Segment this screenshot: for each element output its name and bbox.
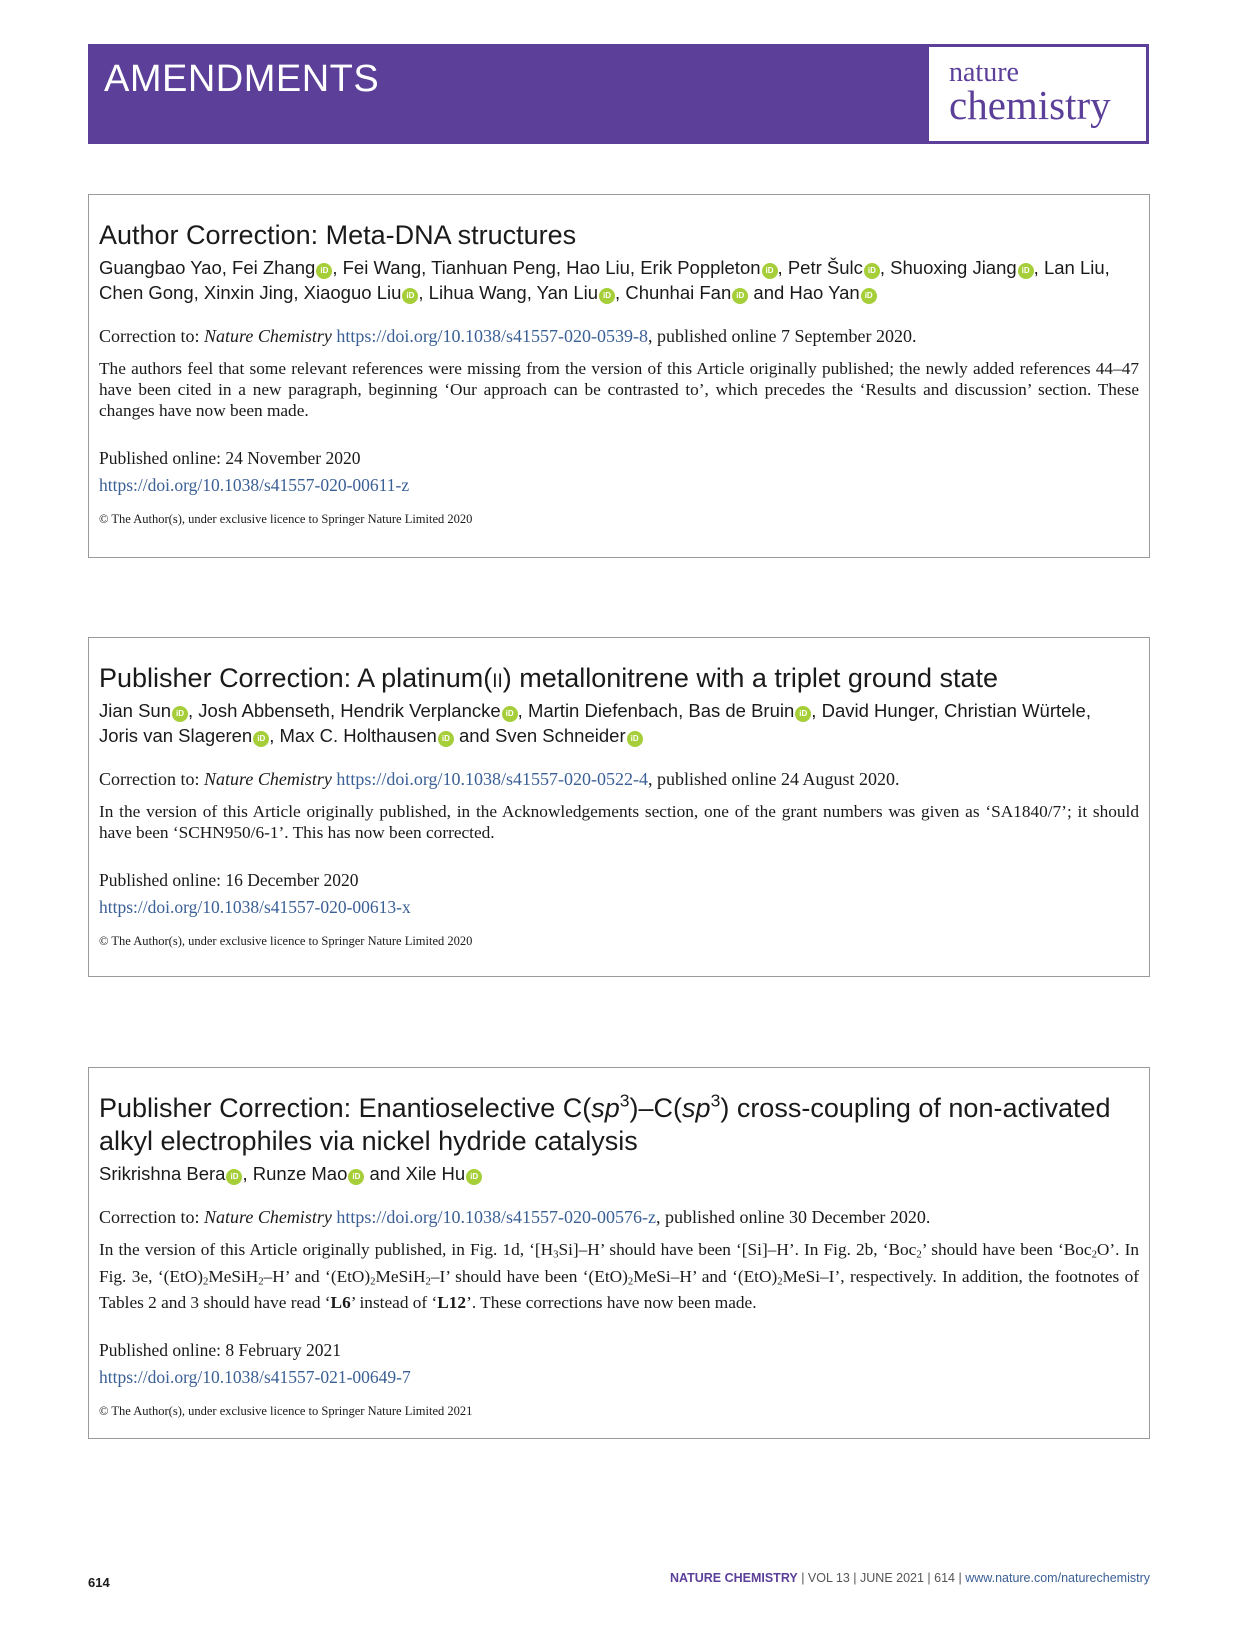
author-name[interactable]: Tianhuan Peng [431, 257, 556, 278]
copyright: © The Author(s), under exclusive licence to Springer Nature Limited 2021 [99, 1404, 473, 1419]
footer-journal-name: NATURE CHEMISTRY [669, 1571, 798, 1585]
journal-name: Nature Chemistry [203, 1207, 332, 1227]
orcid-icon[interactable]: iD [226, 1169, 242, 1185]
published-date: Published online: 8 February 2021 [99, 1340, 342, 1361]
orcid-icon[interactable]: iD [1018, 263, 1034, 279]
orcid-icon[interactable]: iD [402, 288, 418, 304]
logo-line-1: nature [949, 57, 1019, 88]
orcid-icon[interactable]: iD [762, 263, 778, 279]
orcid-icon[interactable]: iD [172, 706, 188, 722]
correction-body: The authors feel that some relevant references were missing from the version of this Article originally published; the newly added references 44–47 have been cited in a new paragraph, beginning ‘Our approach can be contrasted to’, which precedes the ‘Results and discussion’ section. These changes have now been made. [99, 359, 1139, 420]
author-name[interactable]: Guangbao Yao [99, 257, 222, 278]
author-name[interactable]: Fei Wang [342, 257, 422, 278]
journal-name: Nature Chemistry [203, 769, 332, 789]
correction-reference: Correction to: Nature Chemistry https://doi.org/10.1038/s41557-020-0522-4, published online 24 August 2020. [99, 769, 900, 789]
journal-url-link[interactable]: www.nature.com/naturechemistry [965, 1571, 1150, 1585]
author-name[interactable]: and Sven Schneider iD [459, 725, 643, 746]
author-name[interactable]: Lan Liu [1043, 257, 1105, 278]
correction-body: In the version of this Article originally published, in the Acknowledgements section, one of the grant numbers was given as ‘SA1840/7’; it should have been ‘SCHN950/6-1’. This has now been corrected. [99, 802, 1139, 842]
notice-title: Author Correction: Meta-DNA structures [99, 220, 577, 250]
orcid-icon[interactable]: iD [864, 263, 880, 279]
author-name[interactable]: Hao Liu [566, 257, 630, 278]
author-name[interactable]: Shuoxing Jiang iD [890, 257, 1034, 278]
orcid-icon[interactable]: iD [253, 731, 269, 747]
orcid-icon[interactable]: iD [795, 706, 811, 722]
issue-info: | VOL 13 | JUNE 2021 | 614 | [797, 1571, 966, 1585]
original-doi-link[interactable]: https://doi.org/10.1038/s41557-020-0539-8 [336, 326, 648, 346]
author-name[interactable]: Lihua Wang [428, 282, 527, 303]
author-list: Srikrishna Bera iD , Runze Mao iD and Xile Hu iD [99, 1161, 1139, 1186]
section-banner [88, 44, 1149, 144]
correction-notice-2 [88, 637, 1150, 977]
author-name[interactable]: and Xile Hu iD [370, 1163, 483, 1184]
correction-notice-3 [88, 1067, 1150, 1439]
author-name[interactable]: Joris van Slageren iD [99, 725, 269, 746]
published-date: Published online: 24 November 2020 [99, 448, 361, 468]
notice-title: Publisher Correction: A platinum(ii) metallonitrene with a triplet ground state [99, 663, 999, 693]
doi-link[interactable]: https://doi.org/10.1038/s41557-020-00613-x [99, 897, 411, 917]
orcid-icon[interactable]: iD [732, 288, 748, 304]
section-title: AMENDMENTS [104, 58, 380, 100]
orcid-icon[interactable]: iD [466, 1169, 482, 1185]
author-name[interactable]: Chen Gong [99, 282, 194, 303]
notice-title: Publisher Correction: Enantioselective $C(sp^3)-C(sp^3)$ cross-coupling of non-activated alkyl electrophiles via nickel hydride catalysis [99, 1090, 1111, 1156]
author-name[interactable]: Josh Abbenseth [198, 700, 330, 721]
author-name[interactable]: Martin Diefenbach [527, 700, 679, 721]
correction-body: In the version of this Article originally published, in Fig. 1d, ‘$[H_3Si]-H$’ should have been ‘[Si]–H’. In Fig. 2b, ‘Boc$_2$’ should have been ‘Boc$_2$O’. In Fig. 3e, ‘$(EtO)_2MeSiH_2-H$’ and ‘$(EtO)_2MeSiH_2-I$’ should have been ‘$(EtO)_2MeSi-H$’ and ‘$(EtO)_2MeSi-I$’, respectively. In addition, the footnotes of Tables 2 and 3 should have read ‘L6’ instead of ‘L12’. These corrections have now been made. [99, 1240, 1140, 1313]
author-name[interactable]: Jian Sun iD [99, 700, 188, 721]
author-name[interactable]: David Hunger [821, 700, 934, 721]
orcid-icon[interactable]: iD [861, 288, 877, 304]
author-name[interactable]: Max C. Holthausen iD [280, 725, 454, 746]
author-list: Guangbao Yao, Fei Zhang iD , Fei Wang, Tianhuan Peng, Hao Liu, Erik Poppleton iD , Petr Šulc iD , Shuoxing Jiang iD , Lan Liu, Chen Gong, Xinxin Jing, Xiaoguo Liu iD , Lihua Wang, Yan Liu iD , Chunhai Fan iD and Hao Yan iD [99, 257, 1110, 303]
published-date: Published online: 16 December 2020 [99, 870, 359, 890]
author-name[interactable]: Bas de Bruin iD [688, 700, 811, 721]
correction-reference: Correction to: Nature Chemistry https://doi.org/10.1038/s41557-020-0539-8, published online 7 September 2020. [99, 326, 917, 346]
orcid-icon[interactable]: iD [502, 706, 518, 722]
orcid-icon[interactable]: iD [627, 731, 643, 747]
author-name[interactable]: Yan Liu iD [537, 282, 615, 303]
orcid-icon[interactable]: iD [348, 1169, 364, 1185]
orcid-icon[interactable]: iD [599, 288, 615, 304]
doi-link[interactable]: https://doi.org/10.1038/s41557-020-00611-z [99, 475, 410, 495]
orcid-icon[interactable]: iD [438, 731, 454, 747]
author-name[interactable]: Chunhai Fan iD [625, 282, 748, 303]
author-name[interactable]: Petr Šulc iD [788, 257, 880, 278]
page-number: 614 [88, 1575, 110, 1590]
copyright: © The Author(s), under exclusive licence to Springer Nature Limited 2020 [99, 512, 473, 526]
author-name[interactable]: Erik Poppleton iD [640, 257, 777, 278]
author-name[interactable]: Xiaoguo Liu iD [304, 282, 419, 303]
orcid-icon[interactable]: iD [316, 263, 332, 279]
author-name[interactable]: Christian Würtele [943, 700, 1086, 721]
logo-line-2: chemistry [949, 82, 1111, 128]
correction-reference: Correction to: Nature Chemistry https://doi.org/10.1038/s41557-020-00576-z, published online 30 December 2020. [99, 1207, 931, 1227]
copyright: © The Author(s), under exclusive licence to Springer Nature Limited 2020 [99, 934, 473, 948]
author-name[interactable]: Fei Zhang iD [232, 257, 332, 278]
doi-link[interactable]: https://doi.org/10.1038/s41557-021-00649-7 [99, 1367, 411, 1388]
original-doi-link[interactable]: https://doi.org/10.1038/s41557-020-0522-4 [336, 769, 648, 789]
author-list: Jian Sun iD , Josh Abbenseth, Hendrik Verplancke iD , Martin Diefenbach, Bas de Bruin iD , David Hunger, Christian Würtele, Joris van Slageren iD , Max C. Holthausen iD and Sven Schneider iD [99, 700, 1091, 746]
journal-logo [929, 47, 1146, 141]
journal-footer [670, 1571, 1150, 1585]
author-name[interactable]: Xinxin Jing [203, 282, 294, 303]
author-name[interactable]: Srikrishna Bera iD [99, 1163, 242, 1184]
author-name[interactable]: and Hao Yan iD [753, 282, 876, 303]
original-doi-link[interactable]: https://doi.org/10.1038/s41557-020-00576-z [336, 1207, 656, 1227]
author-name[interactable]: Runze Mao iD [253, 1163, 365, 1184]
journal-name: Nature Chemistry [203, 326, 332, 346]
author-name[interactable]: Hendrik Verplancke iD [340, 700, 517, 721]
correction-notice-1 [88, 194, 1150, 558]
